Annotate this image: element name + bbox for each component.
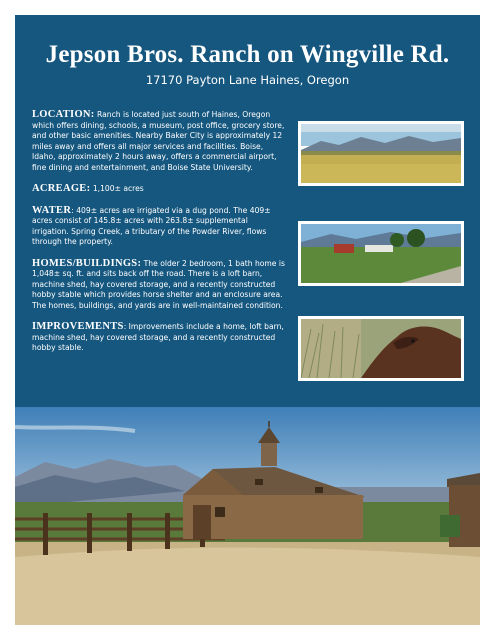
improvements-text: : Improvements include a home, loft barn, machine shed, hay covered storage, and a recently constructed hobby stable. bbox=[32, 322, 284, 352]
property-address: 17170 Payton Lane Haines, Oregon bbox=[145, 73, 350, 87]
location-text: Ranch is located just south of Haines, Oregon which offers dining, schools, a museum, post office, grocery store, and other basic amenities. Nearby Baker City is approximately 12 miles away and offers all major services and facilities. Boise, Idaho, approximately 2 hours away, offers a commercial airport, fine dining and entertainment, and Boise State University. bbox=[32, 110, 285, 172]
improvements-section bbox=[32, 322, 285, 354]
water-heading: WATER bbox=[32, 204, 72, 216]
location-heading: LOCATION: bbox=[32, 109, 95, 120]
water-section bbox=[32, 206, 285, 248]
acreage-section bbox=[32, 184, 285, 195]
flyer-page bbox=[15, 15, 480, 625]
photo-field-mountains bbox=[298, 121, 464, 186]
page-title: Jepson Bros. Ranch on Wingville Rd. bbox=[45, 41, 450, 68]
acreage-text: 1,100± acres bbox=[92, 184, 144, 193]
ranch-buildings-image bbox=[301, 224, 461, 283]
barn-photo bbox=[15, 407, 480, 625]
improvements-heading: IMPROVEMENTS bbox=[32, 321, 124, 332]
homes-section bbox=[32, 259, 285, 312]
horse-image bbox=[301, 319, 461, 378]
location-section bbox=[32, 110, 285, 173]
photo-horse bbox=[298, 316, 464, 381]
acreage-heading: ACREAGE: bbox=[32, 183, 91, 194]
homes-text: The older 2 bedroom, 1 bath home is 1,048± sq. ft. and sits back off the road. There is a loft barn, machine shed, hay covered storage, and a recently constructed hobby stable which provides horse shelter and an enclosure area. The homes, buildings, and yards are in well-maintained condition. bbox=[32, 258, 285, 310]
field-mountains-image bbox=[301, 124, 461, 183]
water-text: : 409± acres are irrigated via a dug pond. The 409± acres consist of 145.8± acres with 263.8± supplemental irrigation. Spring Creek, a tributary of the Powder River, flows through the property. bbox=[32, 205, 271, 246]
barn-image bbox=[15, 407, 480, 625]
photo-ranch-buildings bbox=[298, 221, 464, 286]
homes-heading: HOMES/BUILDINGS: bbox=[32, 257, 142, 269]
description-column bbox=[32, 110, 285, 365]
